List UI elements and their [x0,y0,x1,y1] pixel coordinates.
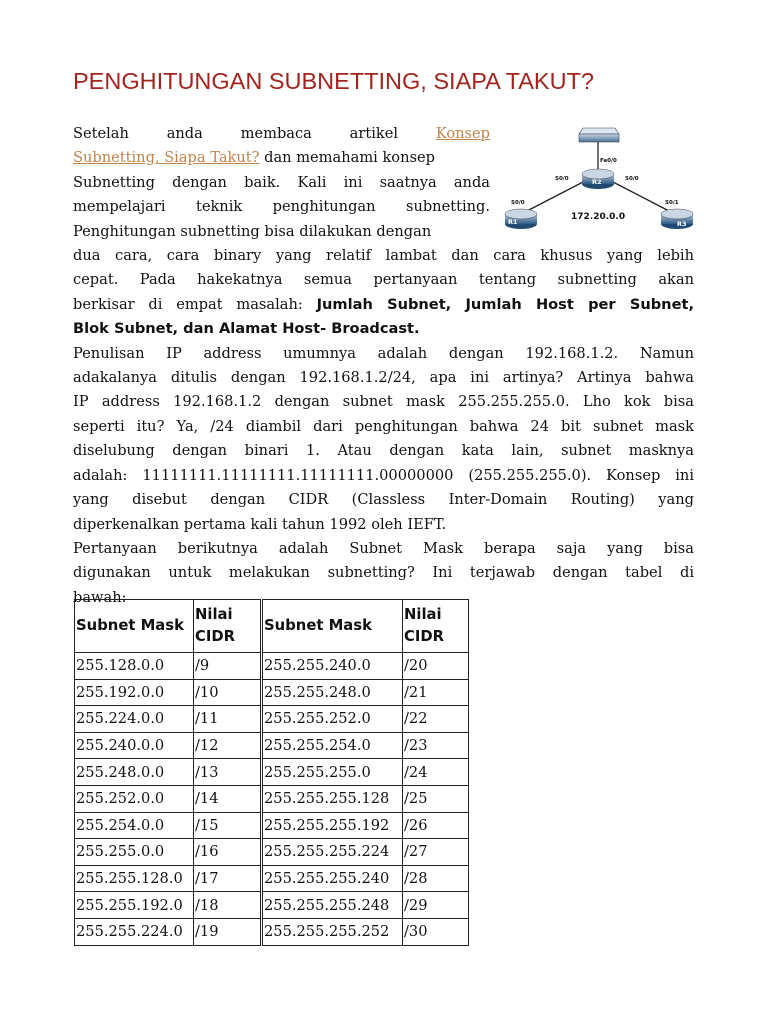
table-row [263,865,469,892]
cidr-cell: /22 [403,706,469,733]
network-address-label: 172.20.0.0 [571,212,626,222]
body-line-13: seperti itu? Ya, /24 diambil dari penghitungan bahwa 24 bit subnet mask [73,417,694,435]
table-row [263,812,469,839]
subnet-mask-cell: 255.255.255.240 [263,865,403,892]
header-cidr-line1: Nilai [404,606,442,623]
body-line-5: Penghitungan subnetting bisa dilakukan dengan [73,222,432,240]
cidr-cell: /9 [194,653,261,680]
header-cidr-line1: Nilai [195,606,233,623]
subnet-mask-cell: 255.254.0.0 [75,812,194,839]
cidr-cell: /12 [194,732,261,759]
cidr-cell: /13 [194,759,261,786]
table-row [75,812,261,839]
cidr-cell: /23 [403,732,469,759]
table-row [75,679,261,706]
cidr-cell: /15 [194,812,261,839]
cidr-cell: /16 [194,839,261,866]
header-subnet-mask: Subnet Mask [263,600,403,653]
table-row [263,679,469,706]
body-line-2 [73,146,490,170]
header-cidr [194,600,261,653]
cidr-cell: /27 [403,839,469,866]
subnet-table-left [74,599,261,946]
cidr-cell: /17 [194,865,261,892]
subnet-table-right [262,599,469,946]
body-line-6: dua cara, cara binary yang relatif lambat dan cara khusus yang lebih [73,247,694,265]
subnet-mask-cell: 255.255.0.0 [75,839,194,866]
s00-r1-label: S0/0 [511,200,525,206]
subnet-mask-cell: 255.255.255.224 [263,839,403,866]
r2-label: R2 [592,178,602,186]
body-line-16: yang disebut dengan CIDR (Classless Inter-Domain Routing) yang [73,491,694,509]
body-line-19: digunakan untuk melakukan subnetting? Ini terjawab dengan tabel di [73,564,694,582]
subnet-table-left-wrap [74,599,261,946]
body-line-7: cepat. Pada hakekatnya semua pertanyaan tentang subnetting akan [73,271,694,289]
subnet-table-right-wrap [262,599,469,946]
body-line-12: IP address 192.168.1.2 dengan subnet mask 255.255.255.0. Lho kok bisa [73,393,694,411]
body-line-14: diselubung dengan binari 1. Atau dengan kata lain, subnet masknya [73,442,694,460]
table-row [75,732,261,759]
bold-text: Blok Subnet, dan Alamat Host- Broadcast. [73,320,420,338]
body-line-18: Pertanyaan berikutnya adalah Subnet Mask berapa saja yang bisa [73,539,694,557]
subnet-mask-cell: 255.224.0.0 [75,706,194,733]
cidr-cell: /18 [194,892,261,919]
table-row [263,785,469,812]
cidr-cell: /28 [403,865,469,892]
body-line-8 [73,293,694,317]
body-line-17: diperkenalkan pertama kali tahun 1992 oleh IEFT. [73,515,447,533]
subnet-mask-cell: 255.192.0.0 [75,679,194,706]
subnet-mask-cell: 255.255.255.128 [263,785,403,812]
body-text: berkisar di empat masalah: [73,295,317,313]
table-header-row [75,600,261,653]
subnet-mask-cell: 255.255.255.248 [263,892,403,919]
subnet-mask-cell: 255.255.254.0 [263,732,403,759]
subnet-mask-cell: 255.255.240.0 [263,653,403,680]
cidr-cell: /29 [403,892,469,919]
subnet-mask-cell: 255.255.128.0 [75,865,194,892]
cidr-cell: /25 [403,785,469,812]
subnet-mask-cell: 255.252.0.0 [75,785,194,812]
subnet-mask-cell: 255.255.255.0 [263,759,403,786]
body-line-10: Penulisan IP address umumnya adalah dengan 192.168.1.2. Namun [73,344,694,362]
body-line-15: adalah: 11111111.11111111.11111111.00000000 (255.255.255.0). Konsep ini [73,466,694,484]
cidr-cell: /30 [403,918,469,945]
article-link[interactable]: Konsep [435,125,490,142]
article-body [73,122,694,610]
cidr-cell: /14 [194,785,261,812]
subnet-mask-cell: 255.255.255.252 [263,918,403,945]
cidr-cell: /10 [194,679,261,706]
table-row [75,865,261,892]
cidr-cell: /11 [194,706,261,733]
bold-text: Jumlah Subnet, Jumlah Host per Subnet, [316,295,694,313]
body-line-3: Subnetting dengan baik. Kali ini saatnya anda [73,173,490,191]
cidr-cell: /20 [403,653,469,680]
table-row [75,759,261,786]
table-row [75,839,261,866]
fa0-label: Fa0/0 [600,158,617,164]
table-row [75,918,261,945]
table-header-row [263,600,469,653]
body-text: Setelah anda membaca artikel [73,125,436,142]
subnet-mask-cell: 255.255.252.0 [263,706,403,733]
table-row [75,706,261,733]
s01-r3-label: S0/1 [665,200,679,206]
subnet-mask-cell: 255.255.224.0 [75,918,194,945]
header-cidr-line2: CIDR [404,628,445,645]
subnet-mask-cell: 255.255.255.192 [263,812,403,839]
article-link-continued[interactable]: Subnetting, Siapa Takut? [73,149,260,167]
body-line-11: adakalanya ditulis dengan 192.168.1.2/24, apa ini artinya? Artinya bahwa [73,369,694,387]
header-cidr-line2: CIDR [195,628,236,645]
table-row [263,706,469,733]
cidr-cell: /26 [403,812,469,839]
table-row [263,759,469,786]
table-row [75,892,261,919]
subnet-mask-cell: 255.240.0.0 [75,732,194,759]
body-line-20: bawah: [73,588,127,606]
subnet-mask-cell: 255.255.248.0 [263,679,403,706]
body-line-9 [73,317,694,341]
header-subnet-mask: Subnet Mask [75,600,194,653]
r1-label: R1 [508,218,518,226]
subnet-mask-cell: 255.255.192.0 [75,892,194,919]
subnet-mask-cell: 255.128.0.0 [75,653,194,680]
cidr-cell: /24 [403,759,469,786]
body-text: dan memahami konsep [259,149,435,167]
page-title: PENGHITUNGAN SUBNETTING, SIAPA TAKUT? [73,68,595,94]
body-line-4: mempelajari teknik penghitungan subnetting. [73,198,490,216]
table-row [263,732,469,759]
header-cidr [403,600,469,653]
body-line-1 [73,122,490,146]
table-row [263,918,469,945]
cidr-cell: /21 [403,679,469,706]
s00-left-label: S0/0 [555,176,569,182]
table-row [75,785,261,812]
s00-right-label: S0/0 [625,176,639,182]
table-row [263,653,469,680]
table-row [263,892,469,919]
cidr-cell: /19 [194,918,261,945]
subnet-mask-cell: 255.248.0.0 [75,759,194,786]
r3-label: R3 [677,220,687,228]
table-row [75,653,261,680]
table-row [263,839,469,866]
